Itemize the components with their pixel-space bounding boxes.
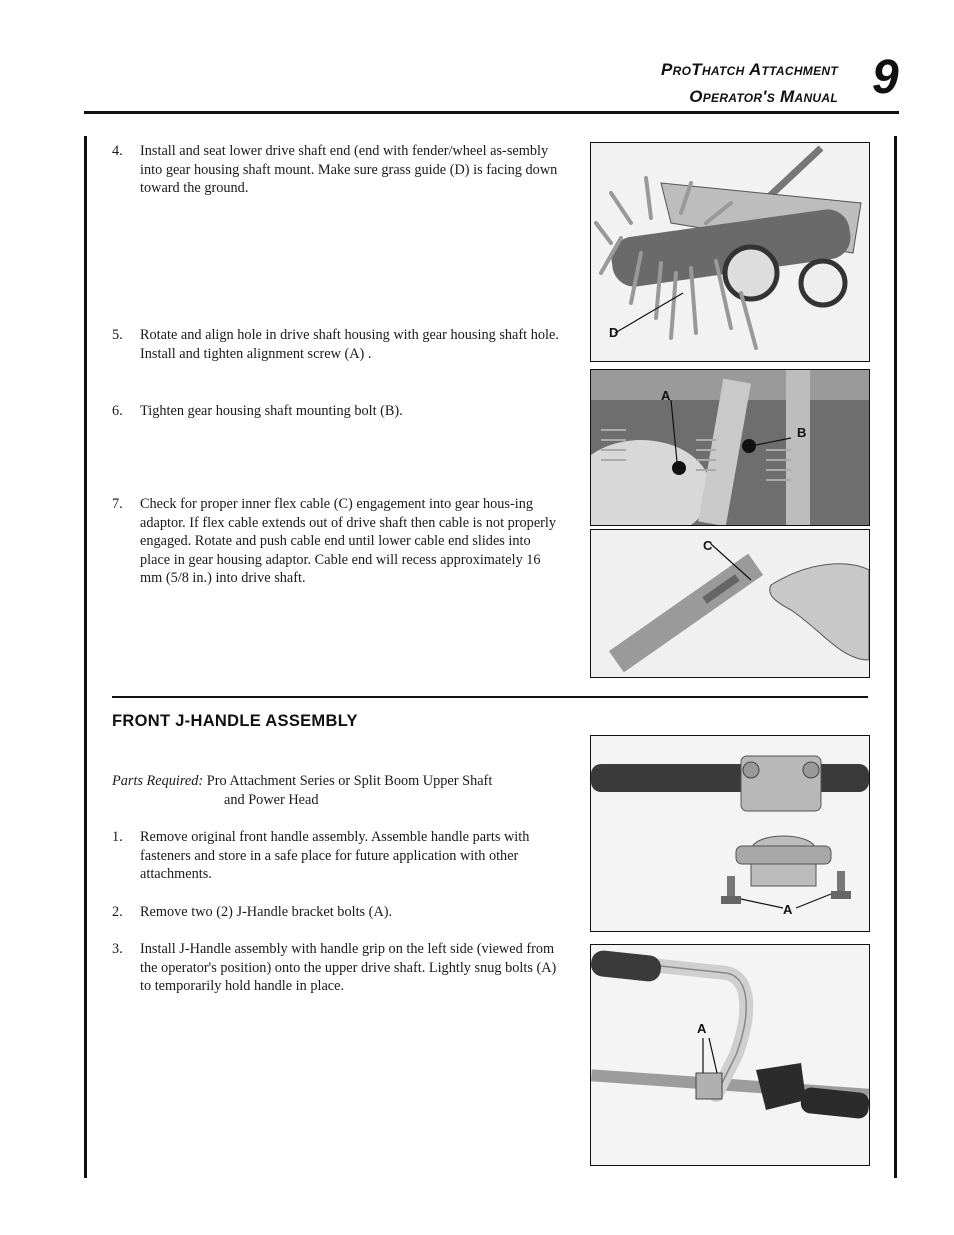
step-text: Install and seat lower drive shaft end (end with fender/wheel as-sembly into gear housing shaft mount. Make sure grass guide (D) is facing down toward the ground. (140, 143, 558, 197)
figure-thatcher-reel (590, 142, 870, 362)
manual-title-line2: Operator's Manual (689, 87, 838, 106)
j-handle-installed-illustration (591, 945, 869, 1165)
figure-j-handle-installed (590, 944, 870, 1166)
right-margin-rule (894, 136, 897, 1178)
step-text: Tighten gear housing shaft mounting bolt (B). (140, 403, 403, 419)
section-title: FRONT J-HANDLE ASSEMBLY (112, 712, 358, 730)
step-text: Remove original front handle assembly. Assemble handle parts with fasteners and store in a safe place for future application with other attachments. (140, 829, 530, 883)
step-number: 4. (112, 143, 123, 159)
callout-a: A (783, 902, 793, 917)
step-number: 5. (112, 327, 123, 343)
step-text: Check for proper inner flex cable (C) engagement into gear hous-ing adaptor. If flex cable extends out of drive shaft then cable is not properly engaged. Rotate and push cable end until lower cable end slides into place in gear housing adaptor. Cable end will recess approximately 16 mm (5/8 in.) into drive shaft. (140, 496, 557, 587)
thatcher-reel-illustration (591, 143, 869, 361)
handle-bracket-illustration (591, 736, 869, 931)
parts-line2: and Power Head (224, 791, 319, 808)
parts-line1: Pro Attachment Series or Split Boom Upper Shaft (206, 773, 493, 789)
step-text: Install J-Handle assembly with handle grip on the left side (viewed from the operator's position) onto the upper drive shaft. Lightly snug bolts (A) to temporarily hold handle in place. (140, 941, 557, 995)
header-rule (84, 111, 899, 114)
parts-required (112, 772, 492, 809)
parts-label: Parts Required: (112, 773, 204, 789)
callout-c: C (703, 538, 713, 553)
section-rule (112, 696, 868, 698)
manual-title (661, 56, 838, 110)
figure-handle-bracket (590, 735, 870, 932)
step-text: Rotate and align hole in drive shaft housing with gear housing shaft hole. Install and tighten alignment screw (A) . (140, 327, 559, 362)
left-margin-rule (84, 136, 87, 1178)
callout-b: B (797, 425, 807, 440)
step-text: Remove two (2) J-Handle bracket bolts (A). (140, 904, 393, 920)
manual-title-line1: ProThatch Attachment (661, 60, 838, 79)
callout-a: A (661, 388, 671, 403)
step-number: 3. (112, 941, 123, 957)
gear-housing-illustration (591, 370, 869, 525)
step-number: 1. (112, 829, 123, 845)
step-number: 2. (112, 904, 123, 920)
step-number: 7. (112, 496, 123, 512)
figure-flex-cable (590, 529, 870, 678)
flex-cable-illustration (591, 530, 869, 677)
callout-d: D (609, 325, 619, 340)
step-number: 6. (112, 403, 123, 419)
page-number: 9 (872, 51, 899, 104)
figure-gear-housing (590, 369, 870, 526)
callout-a: A (697, 1021, 707, 1036)
